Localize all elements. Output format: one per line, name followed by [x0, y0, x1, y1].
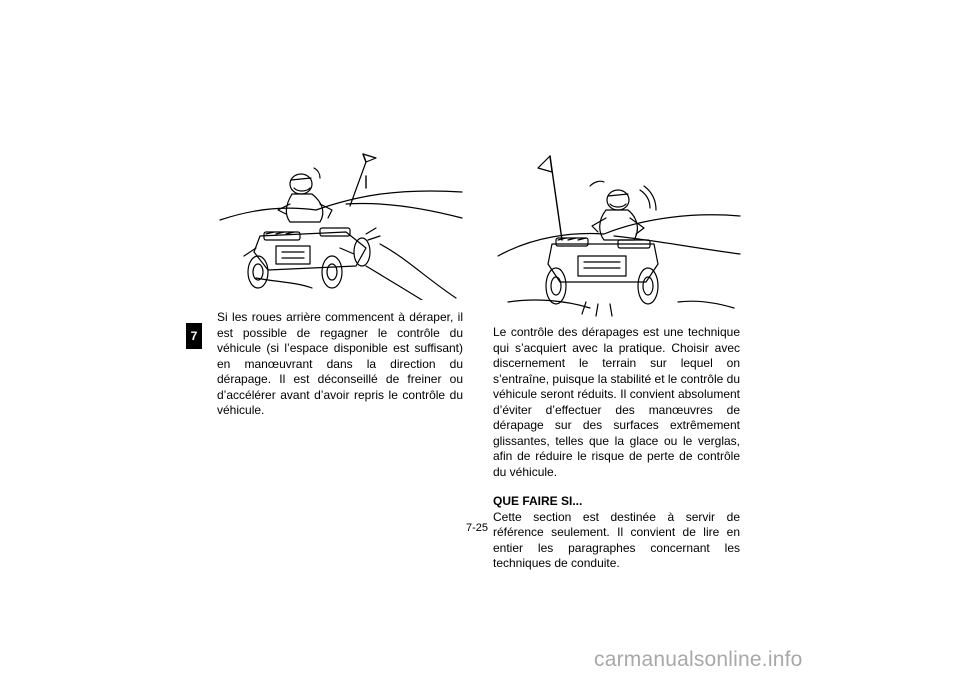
left-text-column — [217, 310, 463, 419]
atv-skid-illustration-right — [494, 152, 744, 320]
skid-recovery-paragraph: Si les roues arrière commencent à déraper, il est possible de regagner le contrôle du véhicule (si l’espace disponible est suffisant) en manœuvrant dans la direction du dérapage. Il est déconseillé de freiner ou d’accélérer avant d’avoir repris le contrôle du véhicule. — [217, 310, 463, 417]
section-intro-paragraph: Cette section est destinée à servir de référence seulement. Il convient de lire en entier les paragraphes concernant les techniques de conduite. — [493, 509, 740, 570]
right-text-column — [493, 325, 740, 572]
page-number: 7-25 — [466, 522, 489, 534]
watermark: carmanualsonline.info — [594, 648, 803, 671]
chapter-number: 7 — [190, 329, 198, 343]
chapter-tab — [186, 323, 202, 349]
section-heading: QUE FAIRE SI... — [493, 494, 583, 508]
skid-practice-paragraph: Le contrôle des dérapages est une technique qui s’acquiert avec la pratique. Choisir avec discernement le terrain sur lequel on s’entraîne, puisque la stabilité et le contrôle du véhicule seront réduits. Il convient absolument d’éviter d’effectuer des manœuvres de dérapage sur des surfaces extrêmement glissantes, telles que la glace ou le verglas, afin de réduire le risque de perte de contrôle du véhicule. — [493, 325, 740, 479]
paragraph-spacer — [493, 480, 740, 494]
atv-skid-illustration-left — [216, 148, 466, 300]
